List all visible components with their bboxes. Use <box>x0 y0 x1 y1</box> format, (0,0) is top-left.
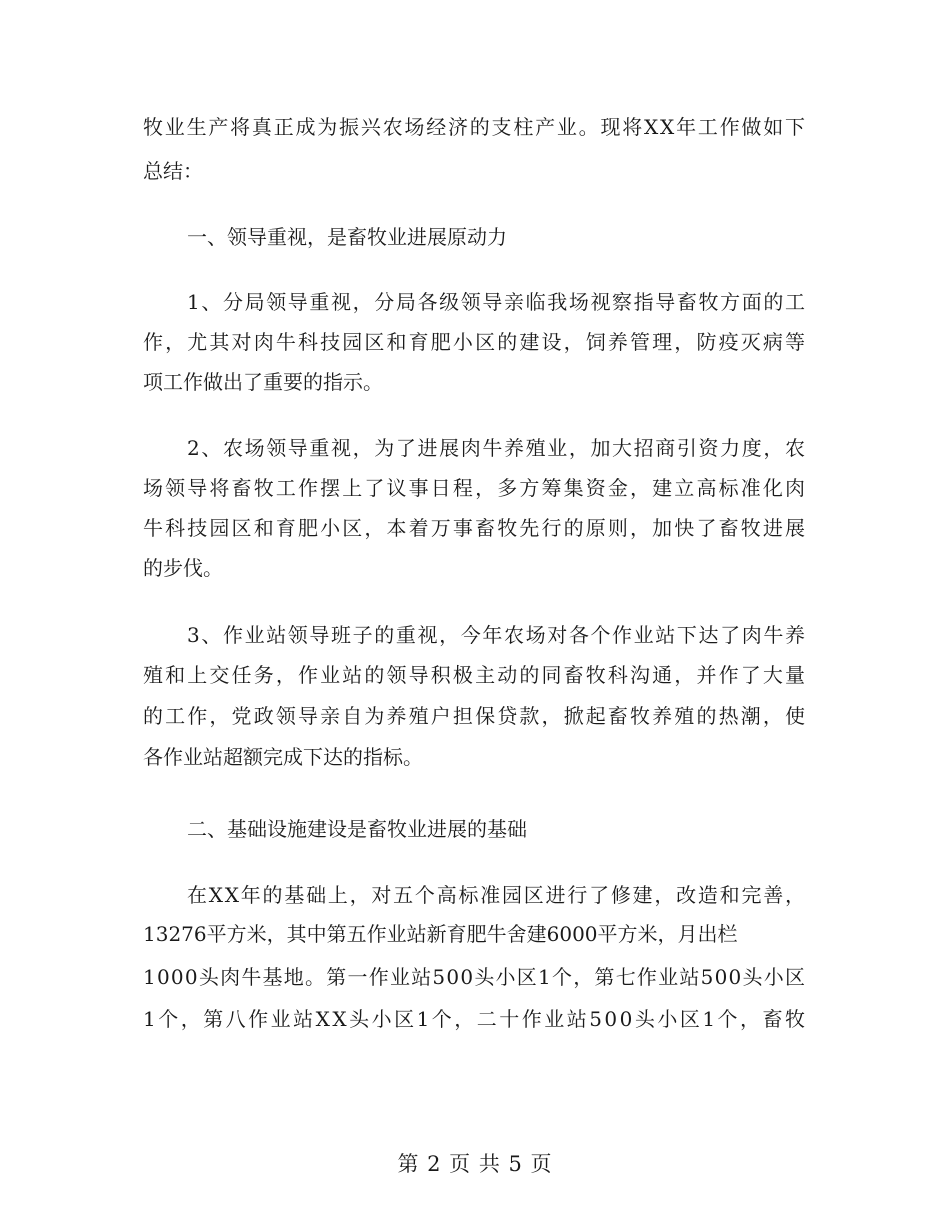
line-text: 牛科技园区和育肥小区，本着万事畜牧先行的原则，加快了畜牧进展 <box>143 516 808 540</box>
line-text: 1000头肉牛基地。第一作业站500头小区1个，第七作业站500头小区 <box>143 965 807 989</box>
heading-text: 二、基础设施建设是畜牧业进展的基础 <box>187 817 527 841</box>
line-text: 13276平方米，其中第五作业站新育肥牛舍建6000平方米，月出栏 <box>143 922 738 946</box>
line-text: 各作业站超额完成下达的指标。 <box>143 745 423 769</box>
heading-text: 一、领导重视，是畜牧业进展原动力 <box>187 225 507 249</box>
line-text: 在XX年的基础上，对五个高标准园区进行了修建，改造和完善， <box>187 883 807 907</box>
page-footer: 第 2 页 共 5 页 <box>397 1152 553 1176</box>
line-text: 总结： <box>143 159 203 183</box>
line-text: 1、分局领导重视，分局各级领导亲临我场视察指导畜牧方面的工 <box>187 290 807 314</box>
line-text: 项工作做出了重要的指示。 <box>143 370 383 394</box>
line-text: 的步伐。 <box>143 556 223 580</box>
line-text: 殖和上交任务，作业站的领导积极主动的同畜牧科沟通，并作了大量 <box>143 663 808 687</box>
line-text: 2、农场领导重视，为了进展肉牛养殖业，加大招商引资力度，农 <box>187 436 807 460</box>
line-text: 的工作，党政领导亲自为养殖户担保贷款，掀起畜牧养殖的热潮，使 <box>143 704 808 728</box>
line-text: 1个，第八作业站XX头小区1个，二十作业站500头小区1个，畜牧 <box>143 1007 808 1031</box>
line-text: 场领导将畜牧工作摆上了议事日程，多方筹集资金，建立高标准化肉 <box>143 476 808 500</box>
line-text: 3、作业站领导班子的重视，今年农场对各个作业站下达了肉牛养 <box>187 623 807 647</box>
line-text: 作，尤其对肉牛科技园区和育肥小区的建设，饲养管理，防疫灭病等 <box>143 330 808 354</box>
line-text: 牧业生产将真正成为振兴农场经济的支柱产业。现将XX年工作做如下 <box>143 115 807 139</box>
